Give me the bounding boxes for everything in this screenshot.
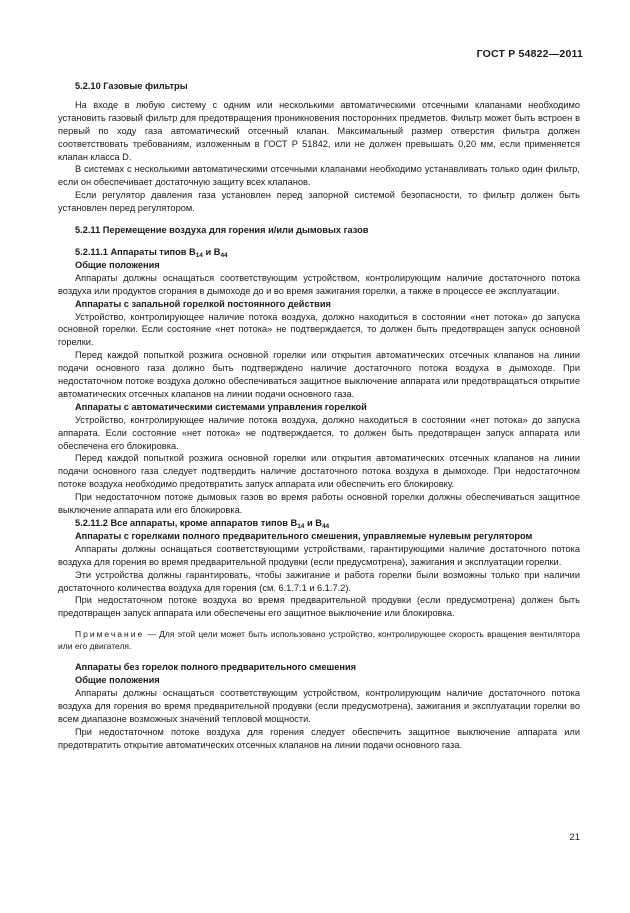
paragraph: При недостаточном потоке воздуха во время предварительной продувки (если предусмотрена) должен быть предотвращен запуск аппарата или обеспечены его защитное выключение или блокировка. [58,595,580,619]
paragraph: Устройство, контролирующее наличие потока воздуха, должно находиться в состоянии «нет потока» до запуска аппарата. Если состояние «нет потока» не подтверждается, то должен быть предотвращен запуск аппарата или обеспечена его блокировка. [58,414,580,451]
subheading-general: Общие положения [75,675,160,686]
section-5-2-10-heading: 5.2.10 Газовые фильтры [75,81,188,91]
paragraph: На входе в любую систему с одним или несколькими автоматическими отсечными клапанами необходимо установить газовый фильтр для предотвращения проникновения посторонних предметов. Фильтр может быть встроен в первый по ходу газа автоматический отсечный клапан. Максимальный размер отверстия фильтра должен соответствовать требованиям, изложенным в ГОСТ Р 51842, или не должен превышать 0,20 мм, если применяется клапан класса D. [58,99,580,162]
note: Примечание — Для этой цели может быть использовано устройство, контролирующее скорость вращения вентилятора или его двигателя. [58,629,580,651]
page-number: 21 [569,832,580,843]
paragraph: Аппараты должны оснащаться соответствующим устройством, контролирующим наличие достаточного потока воздуха для горения во время предварительной продувки (если предусмотрена), зажигания и эксплуатации горелки во всем диапазоне возможных значений тепловой мощности. [58,688,580,725]
paragraph: При недостаточном потоке дымовых газов во время работы основной горелки должны обеспечиваться защитное выключение аппарата или его блокировка. [58,492,580,516]
document-header: ГОСТ Р 54822—2011 [476,48,583,60]
paragraph: В системах с несколькими автоматическими отсечными клапанами необходимо устанавливать только один фильтр, если он обеспечивает достаточную защиту всех клапанов. [58,164,580,188]
paragraph: Если регулятор давления газа установлен перед запорной системой безопасности, то фильтр должен быть установлен перед регулятором. [58,190,580,214]
section-5-2-11-2-heading: 5.2.11.2 Все аппараты, кроме аппаратов типов $B_{14}$ и $B_{44}$ [75,518,330,530]
paragraph: При недостаточном потоке воздуха для горения следует обеспечить защитное выключение аппарата или предотвратить открытие автоматических отсечных клапанов на линии подачи основного газа. [58,726,580,750]
paragraph: Аппараты должны оснащаться соответствующим устройством, контролирующим наличие достаточного потока воздуха или продуктов сгорания в дымоходе до и во время зажигания горелки, а также в процессе ее эксплуатации. [58,272,580,296]
page-content [58,80,580,752]
subheading-no-premix: Аппараты без горелок полного предварительного смешения [75,662,357,673]
subheading-full-premix: Аппараты с горелками полного предварительного смешения, управляемые нулевым регулятором [75,530,533,541]
section-5-2-11-heading: 5.2.11 Перемещение воздуха для горения и/или дымовых газов [75,225,369,236]
paragraph: Перед каждой попыткой розжига основной горелки или открытия автоматических отсечных клапанов на линии подачи основного газа следует подтвердить наличие достаточного потока воздуха в дымоходе. При недостаточном потоке воздуха необходимо предотвратить запуск аппарата или обеспечить его блокировку. [58,453,580,490]
paragraph: Устройство, контролирующее наличие потока воздуха, должно находиться в состоянии «нет потока» до запуска основной горелки. Если состояние «нет потока» не подтверждается, то должен быть предотвращен запуск основной горелки. [58,311,580,348]
section-5-2-11-1-heading: 5.2.11.1 Аппараты типов $B_{14}$ и $B_{44}$ [75,246,228,259]
paragraph: Эти устройства должны гарантировать, чтобы зажигание и работа горелки были возможны только при наличии достаточного количества воздуха для горения (см. 6.1.7.1 и 6.1.7.2). [58,569,580,593]
paragraph: Аппараты должны оснащаться соответствующими устройствами, гарантирующими наличие достаточного потока воздуха для горения во время предварительной продувки (если предусмотрена), зажигания и эксплуатации горелки. [58,543,580,567]
subheading-automatic-control: Аппараты с автоматическими системами управления горелкой [75,401,367,412]
subheading-pilot-burner: Аппараты с запальной горелкой постоянного действия [75,298,331,309]
subheading-general: Общие положения [75,259,160,270]
paragraph: Перед каждой попыткой розжига основной горелки или открытия автоматических отсечных клапанов на линии подачи основного газа должно быть подтверждено наличие достаточного потока воздуха в дымоходе. При недостаточном потоке воздуха должно обеспечиваться защитное выключение аппарата или предотвращаться открытие автоматических отсечных клапанов на линии подачи основного газа. [58,350,580,399]
